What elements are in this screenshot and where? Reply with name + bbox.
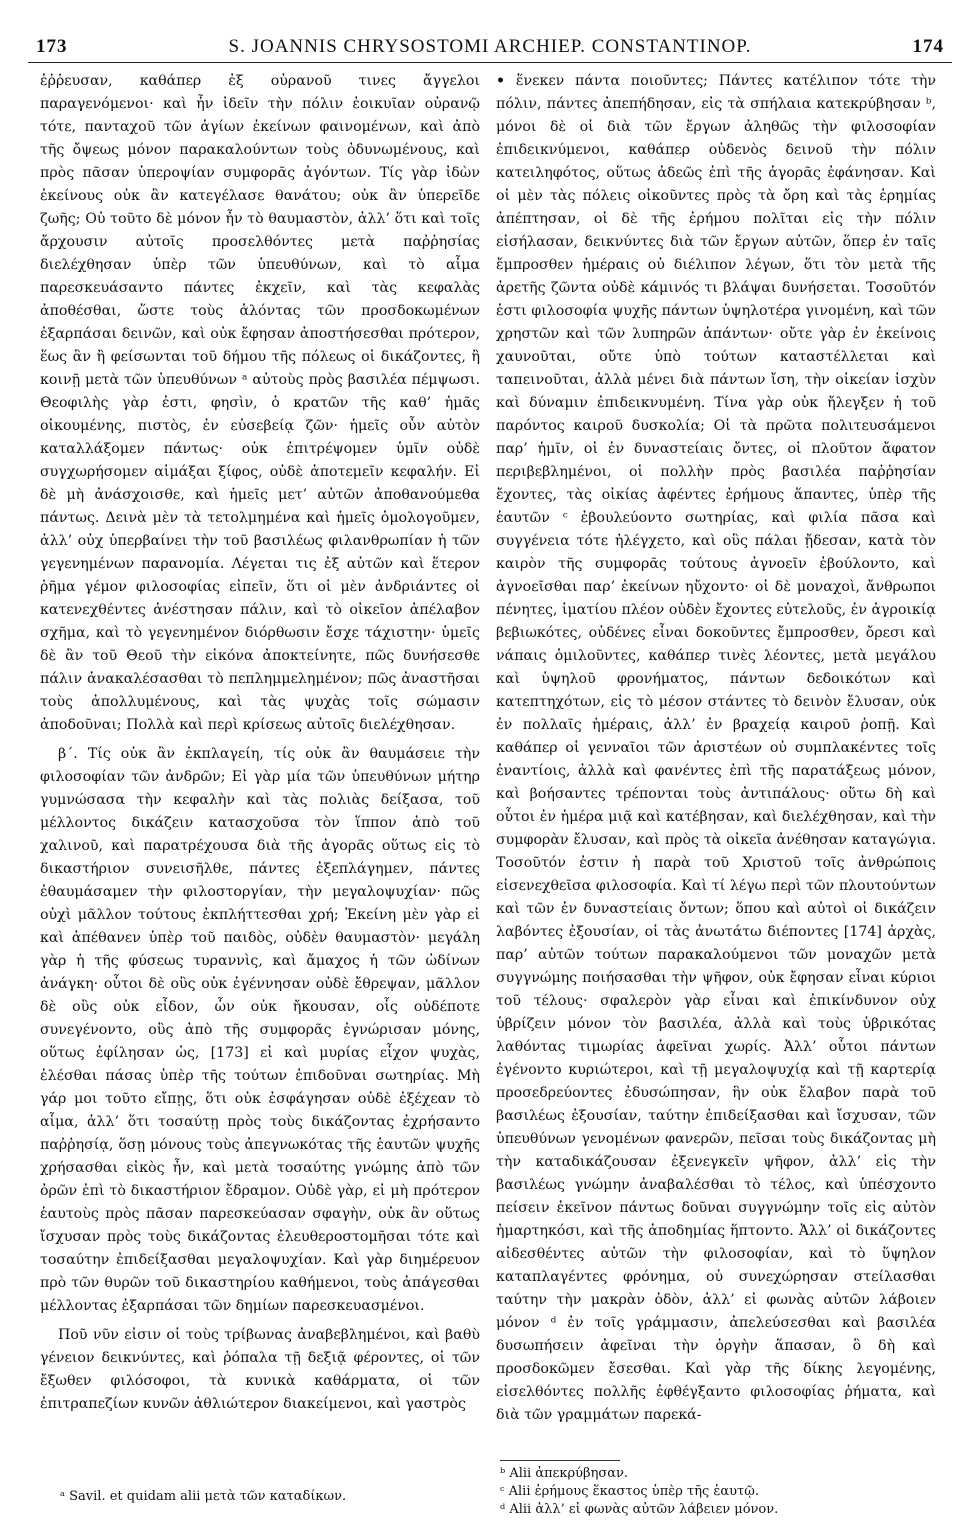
- right-paragraph-1-text: ἕνεκεν πάντα ποιοῦντες; Πάντες κατέλιπον τότε τὴν πόλιν, πάντες ἀπεπήδησαν, εἰς τὰ σπήλαια κατεκρύβησαν ᵇ, μόνοι δὲ οἱ διὰ τῶν ἔργων ἀληθῶς τὴν φιλοσοφίαν ἐπιδεικνύμενοι, καθάπερ οὐδενὸς δεινοῦ τὴν πόλιν κατειληφότος, οὕτως ἀδεῶς ἐπὶ τῆς ἀγορᾶς ἐφάνησαν. Καὶ οἱ μὲν τὰς πόλεις οἰκοῦντες πρὸς τὰ ὄρη καὶ τὰς ἐρημίας ἀπέπτησαν, οἱ δὲ τῆς ἐρήμου πολῖται εἰς τὴν πόλιν εἰσήλασαν, δεικνύντες διὰ τῶν ἔργων αὐτῶν, ὅπερ ἐν ταῖς ἔμπροσθεν ἡμέραις οὐ διέλιπον λέγων, ὅτι τὸν μετὰ τῆς ἀρετῆς ζῶντα οὐδὲ κάμινός τι βλάψαι δυνήσεται. Τοσοῦτόν ἐστι φιλοσοφία ψυχῆς πάντων ὑψηλοτέρα γινομένη, καὶ τῶν χρηστῶν καὶ τῶν λυπηρῶν ἁπάντων· οὔτε γὰρ ἐν ἐκείνοις χαυνοῦται, οὔτε ὑπὸ τούτων καταστέλλεται καὶ ταπεινοῦται, ἀλλὰ μένει διὰ πάντων ἴση, τὴν οἰκείαν ἰσχὺν καὶ δύναμιν ἐπιδεικνυμένη. Τίνα γὰρ οὐκ ἤλεγξεν ἡ τοῦ παρόντος καιροῦ δυσκολία; Οἱ τὰ πρῶτα πολιτευσάμενοι παρ’ ἡμῖν, οἱ ἐν δυναστείαις ὄντες, οἱ πλοῦτον ἄφατον περιβεβλημένοι, οἱ πολλὴν πρὸς βασιλέα παῤῥησίαν ἔχοντες, τὰς οἰκίας ἀφέντες ἐρήμους ἅπαντες, ὑπὲρ τῆς ἑαυτῶν ᶜ ἐβουλεύοντο σωτηρίας, καὶ φιλία πᾶσα καὶ συγγένεια τότε ἠλέγχετο, καὶ οὓς πάλαι ᾔδεσαν, κατὰ τὸν καιρὸν τῆς συμφορᾶς τούτους ἀγνοεῖν ἐβούλοντο, καὶ ἀγνοεῖσθαι παρ’ ἐκείνων ηὔχοντο· οἱ δὲ μοναχοὶ, ἄνθρωποι πένητες, ἱματίου πλέον οὐδὲν ἔχοντες εὐτελοῦς, ἐν ἀγροικίᾳ βεβιωκότες, οὐδένες εἶναι δοκοῦντες ἔμπροσθεν, ὄρεσι καὶ νάπαις ὁμιλοῦντες, καθάπερ τινὲς λέοντες, μετὰ μεγάλου καὶ ὑψηλοῦ φρονήματος, πάντων δεδοικότων καὶ κατεπτηχότων, εἰς τὸ μέσον στάντες τὸ δεινὸν ἔλυσαν, οὐκ ἐν πολλαῖς ἡμέραις, ἀλλ’ ἐν βραχείᾳ καιροῦ ῥοπῇ. Καὶ καθάπερ οἱ γενναῖοι τῶν ἀριστέων οὐ συμπλακέντες τοῖς ἐναντίοις, ἀλλὰ καὶ φανέντες ἐπὶ τῆς παρατάξεως μόνον, καὶ βοήσαντες τρέπονται τοὺς ἀντιπάλους· οὕτω δὴ καὶ οὗτοι ἐν ἡμέρα μιᾷ καὶ κατέβησαν, καὶ διελέχθησαν, καὶ τὴν συμφορὰν ἔλυσαν, καὶ πρὸς τὰ οἰκεῖα ἀνέθησαν καταγώγια. Τοσοῦτόν ἐστιν ἡ παρὰ τοῦ Χριστοῦ τοῖς ἀνθρώποις εἰσενεχθεῖσα φιλοσοφία. Καὶ τί λέγω περὶ τῶν πλουτούντων καὶ τῶν ἐν δυναστείαις ὄντων; ὅπου καὶ αὐτοὶ οἱ δικάζειν λαβόντες ἐξουσίαν, οἱ τὰς ἀνωτάτω διέποντες [174] ἀρχὰς, παρ’ αὐτῶν τούτων παρακαλούμενοι τῶν μοναχῶν μετὰ συγγνώμης ποιήσασθαι τὴν ψῆφον, οὐκ ἔφησαν εἶναι κύριοι τοῦ τέλους· σφαλερὸν γὰρ εἶναι καὶ ἐπικίνδυνον οὐχ ὑβρίζειν μόνον τὸν βασιλέα, ἀλλὰ καὶ τοὺς ὑβρικότας λαθόντας τιμωρίας ἀφεῖναι χωρίς. Ἀλλ’ οὗτοι πάντων ἐγένοντο κυριώτεροι, καὶ τῇ μεγαλοψυχίᾳ καὶ τῇ καρτερίᾳ προσεδρεύοντες ἐδυσώπησαν, ἣν οὐκ ἔλαβον παρὰ τοῦ βασιλέως ἐξουσίαν, ταύτην ἐπιδείξασθαι καὶ ἴσχυσαν, τῶν ὑπευθύνων γενομένων φανερῶν, πεῖσαι τοὺς δικάζοντας μὴ τὴν καταδικάζουσαν ἐξενεγκεῖν ψῆφον, ἀλλ’ εἰς τὴν βασιλέως γνώμην ἀναβαλέσθαι τὸ τέλος, καὶ ὑπέσχοντο πείσειν ἐκεῖνον πάντως δοῦναι συγγνώμην τοῖς εἰς αὐτὸν ἡμαρτηκόσι, καὶ τῆς ἀποδημίας ἥπτοντο. Ἀλλ’ οἱ δικάζοντες αἰδεσθέντες αὐτῶν τὴν φιλοσοφίαν, καὶ τὸ ὕψηλον καταπλαγέντες φρόνημα, οὐ συνεχώρησαν στείλασθαι ταύτην τὴν μακρὰν ὁδὸν, ἀλλ’ εἰ φωνὰς αὐτῶν λάβοιεν μόνον ᵈ ἐν τοῖς γράμμασιν, ἀπελεύσεσθαι καὶ βασιλέα δυσωπήσειν ἀφεῖναι τὴν ὀργὴν ἅπασαν, ὃ δὴ καὶ προσδοκῶμεν ἔσεσθαι. Καὶ γὰρ τῆς δίκης λεγομένης, εἰσελθόντες πολλῆς ἐφθέγξαντο φιλοσοφίας ῥήματα, καὶ διὰ τῶν γραμμάτων παρεκά-: [496, 73, 936, 1423]
- right-column: [496, 70, 936, 1433]
- footnote-b: ᵇ Alii ἀπεκρύβησαν.: [500, 1466, 629, 1481]
- footnote-c: ᶜ Alii ἐρήμους ἕκαστος ὑπὲρ τῆς ἑαυτῷ.: [500, 1484, 759, 1499]
- left-paragraph-3: Ποῦ νῦν εἰσιν οἱ τοὺς τρίβωνας ἀναβεβλημένοι, καὶ βαθὺ γένειον δεικνύντες, καὶ ῥόπαλα τῇ δεξιᾷ φέροντες, οἱ τῶν ἔξωθεν φιλόσοφοι, τὰ κυνικὰ καθάρματα, οἱ τῶν ἐπιτραπεζίων κυνῶν ἀθλιώτερον διακείμενοι, καὶ γαστρὸς: [40, 1327, 480, 1412]
- page-number-right: 174: [912, 36, 944, 57]
- right-paragraph-1: [496, 70, 936, 1427]
- footnote-a: ᵃ Savil. et quidam alii μετὰ τῶν καταδίκων.: [60, 1489, 347, 1504]
- footnote-rule: [500, 1460, 620, 1461]
- footnote-d: ᵈ Alii ἀλλ’ εἰ φωνὰς αὐτῶν λάβειεν μόνον.: [500, 1502, 779, 1517]
- left-column: [40, 70, 480, 1422]
- left-paragraph-2: β΄. Τίς οὐκ ἂν ἐκπλαγείη, τίς οὐκ ἂν θαυμάσειε τὴν φιλοσοφίαν τῶν ἀνδρῶν; Εἰ γὰρ μία τῶν ὑπευθύνων μήτηρ γυμνώσασα τὴν κεφαλὴν καὶ τὰς πολιὰς δείξασα, τοῦ μέλλοντος δικάζειν κατασχοῦσα τὸν ἵππον ἀπὸ τοῦ χαλινοῦ, καὶ παρατρέχουσα διὰ τῆς ἀγορᾶς οὕτως εἰς τὸ δικαστήριον συνεισῆλθε, πάντες ἐξεπλάγημεν, πάντες ἐθαυμάσαμεν τὴν φιλοστοργίαν, τὴν μεγαλοψυχίαν· πῶς οὐχὶ μᾶλλον τούτους ἐκπλήττεσθαι χρή; Ἐκείνη μὲν γὰρ εἰ καὶ ἀπέθανεν ὑπὲρ τοῦ παιδὸς, οὐδὲν θαυμαστὸν· μεγάλη γὰρ ἡ τῆς φύσεως τυραννὶς, καὶ ἄμαχος ἡ τῶν ὠδίνων ἀνάγκη· οὗτοι δὲ οὓς οὐκ ἐγέννησαν οὐδὲ ἔθρεψαν, μᾶλλον δὲ οὓς οὐκ εἶδον, ὧν οὐκ ἤκουσαν, οἷς οὐδέποτε συνεγένοντο, οὓς ἀπὸ τῆς συμφορᾶς ἐγνώρισαν μόνης, οὕτως ἐφίλησαν ὡς, [173] εἰ καὶ μυρίας εἶχον ψυχὰς, ἑλέσθαι πάσας ὑπὲρ τῆς τούτων ἐπιδοῦναι σωτηρίας. Μὴ γάρ μοι τοῦτο εἴπῃς, ὅτι οὐκ ἐσφάγησαν οὐδὲ ἐξέχεαν τὸ αἷμα, ἀλλ’ ὅτι τοσαύτῃ πρὸς τοὺς δικάζοντας ἐχρήσαντο παῤῥησίᾳ, ὅσῃ μόνους τοὺς ἀπεγνωκότας τῆς ἑαυτῶν ψυχῆς χρήσασθαι εἰκὸς ἦν, καὶ μετὰ τοσαύτης γνώμης ἀπὸ τῶν ὀρῶν ἐπὶ τὸ δικαστήριον ἔδραμον. Οὐδὲ γὰρ, εἰ μὴ πρότερον ἑαυτοὺς πρὸς πᾶσαν παρεσκεύασαν σφαγὴν, οὐκ ἂν οὕτως ἴσχυσαν πρὸς τοὺς δικάζοντας ἐλευθεροστομῆσαι τότε καὶ τοσαύτην ἐπιδείξασθαι μεγαλοψυχίαν. Καὶ γὰρ διημέρευον πρὸ τῶν θυρῶν τοῦ δικαστηρίου καθήμενοι, τοὺς ἀπάγεσθαι μέλλοντας ἐξαρπάσαι τῶν δημίων παρεσκευασμένοι.: [40, 746, 480, 1314]
- running-header: [28, 30, 952, 63]
- bullet-mark: •: [496, 73, 506, 89]
- left-paragraph-1: ἐῤῥευσαν, καθάπερ ἐξ οὐρανοῦ τινες ἄγγελοι παραγενόμενοι· καὶ ἦν ἰδεῖν τὴν πόλιν ἐοικυῖαν οὐρανῷ τότε, πανταχοῦ τῶν ἁγίων ἐκείνων φαινομένων, καὶ ἀπὸ τῆς ὄψεως μόνον παρακαλούντων τοὺς ὀδυνωμένους, καὶ πρὸς πᾶσαν ὑπεροψίαν συμφορᾶς ἀγόντων. Τίς γὰρ ἰδὼν ἐκείνους οὐκ ἂν κατεγέλασε θανάτου; οὐκ ἂν ὑπερεῖδε ζωῆς; Οὐ τοῦτο δὲ μόνον ἦν τὸ θαυμαστὸν, ἀλλ’ ὅτι καὶ τοῖς ἄρχουσιν αὐτοῖς προσελθόντες μετὰ παῤῥησίας διελέχθησαν ὑπὲρ τῶν ὑπευθύνων, καὶ τὸ αἷμα παρεσκευάσαντο πάντες ἐκχεῖν, καὶ τὰς κεφαλὰς ἀποθέσθαι, ὥστε τοὺς ἁλόντας τῶν προσδοκωμένων ἐξαρπάσαι δεινῶν, καὶ οὐκ ἔφησαν ἀποστήσεσθαι πρότερον, ἕως ἂν ἢ φείσωνται τοῦ δήμου τῆς πόλεως οἱ δικάζοντες, ἢ κοινῇ μετὰ τῶν ὑπευθύνων ᵃ αὐτοὺς πρὸς βασιλέα πέμψωσι. Θεοφιλὴς γὰρ ἐστι, φησὶν, ὁ κρατῶν τῆς καθ’ ἡμᾶς οἰκουμένης, πιστὸς, ἐν εὐσεβείᾳ ζῶν· ἡμεῖς οὖν αὐτὸν καταλλάξομεν πάντως· οὐκ ἐπιτρέψομεν ὑμῖν οὐδὲ συγχωρήσομεν αἱμάξαι ξίφος, οὐδὲ ἀποτεμεῖν κεφαλήν. Εἰ δὲ μὴ ἀνάσχοισθε, καὶ ἡμεῖς μετ’ αὐτῶν ἀποθανούμεθα πάντως. Δεινὰ μὲν τὰ τετολμημένα καὶ ἡμεῖς ὁμολογοῦμεν, ἀλλ’ οὐχ ὑπερβαίνει τὴν τοῦ βασιλέως φιλανθρωπίαν ἡ τῶν γεγενημένων παρανομία. Λέγεται τις ἐξ αὐτῶν καὶ ἕτερον ῥῆμα γέμον φιλοσοφίας εἰπεῖν, ὅτι οἱ μὲν ἀνδριάντες οἱ κατενεχθέντες ἀνέστησαν πάλιν, καὶ τὸ οἰκεῖον ἀπέλαβον σχῆμα, καὶ τὸ γεγενημένον διόρθωσιν ἔσχε τάχιστην· ὑμεῖς δὲ ἂν τοῦ Θεοῦ τὴν εἰκόνα ἀποκτείνητε, πῶς δυνήσεσθε πάλιν ἀνακαλέσασθαι τὸ πεπλημμελημένον; πῶς ἀναστῆσαι τοὺς ἀπολλυμένους, καὶ τὰς ψυχὰς τοῖς σώμασιν ἀποδοῦναι; Πολλὰ καὶ περὶ κρίσεως αὐτοῖς διελέχθησαν.: [40, 73, 480, 733]
- footnotes-right: [500, 1460, 940, 1519]
- footnote-left: [60, 1488, 500, 1506]
- page-number-left: 173: [36, 36, 68, 57]
- running-title: S. JOANNIS CHRYSOSTOMI ARCHIEP. CONSTANTINOP.: [228, 36, 752, 57]
